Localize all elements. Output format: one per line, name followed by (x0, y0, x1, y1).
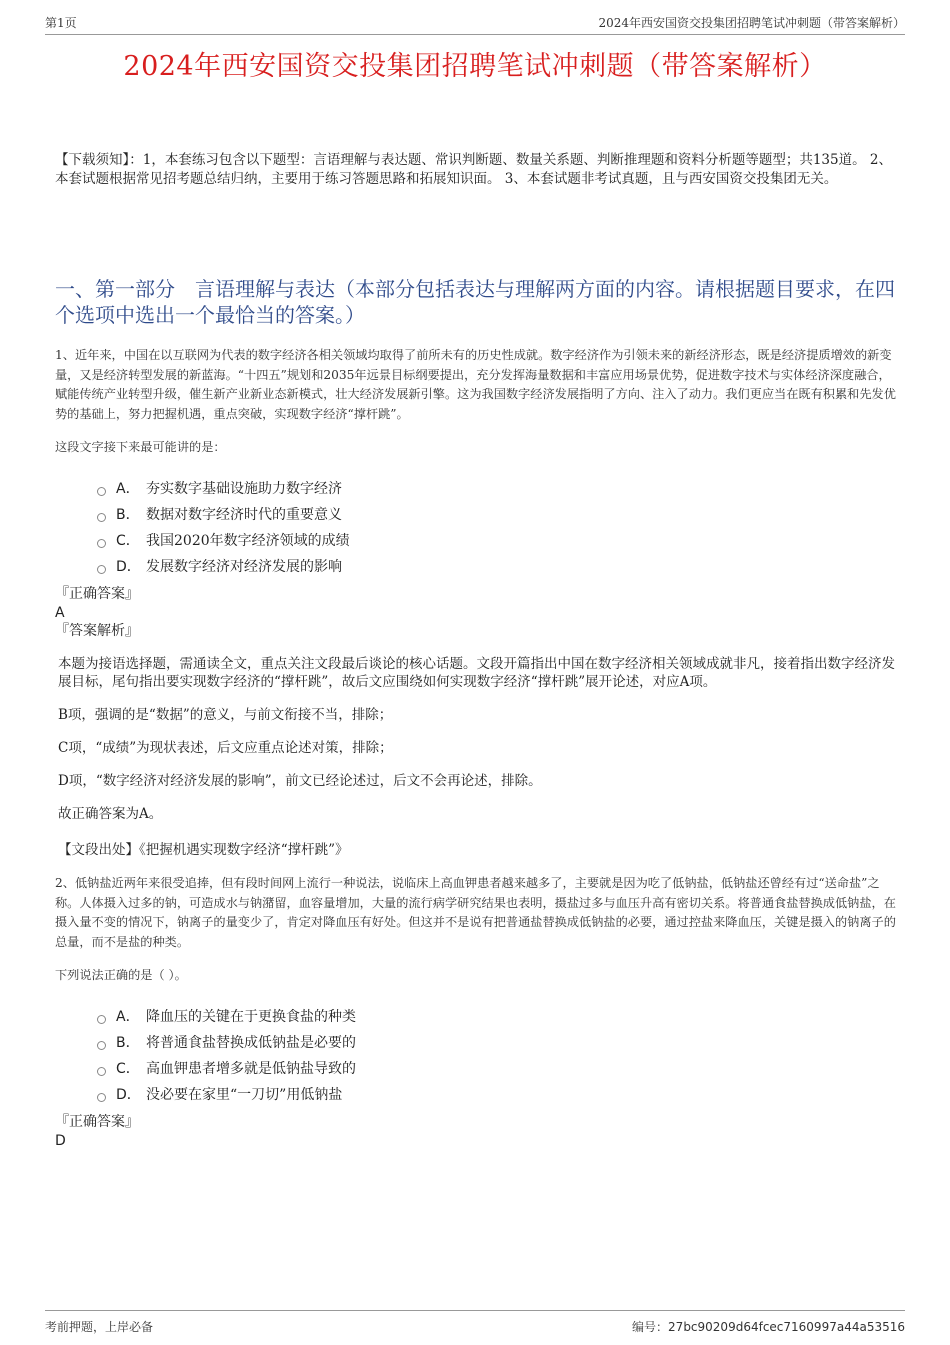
question-1-option-c[interactable] (97, 527, 898, 553)
correct-answer: A (55, 605, 65, 621)
answer-label: 『正确答案』 (55, 1114, 139, 1130)
analysis-paragraph: B项，强调的是“数据”的意义，与前文衔接不当，排除； (58, 707, 393, 723)
question-2-option-d[interactable] (97, 1081, 898, 1107)
option-text: 高血钾患者增多就是低钠盐导致的 (146, 1061, 356, 1077)
option-letter: D． (116, 1087, 141, 1103)
question-1-prompt: 这段文字接下来最可能讲的是： (55, 440, 226, 454)
question-1-option-a[interactable] (97, 475, 898, 501)
analysis-paragraph: C项，“成绩”为现状表述，后文应重点论述对策，排除； (58, 740, 393, 756)
footer-code-label: 编号： (632, 1320, 669, 1334)
radio-icon[interactable] (97, 1015, 106, 1024)
passage-source: 【文段出处】《把握机遇实现数字经济“撑杆跳”》 (58, 842, 349, 858)
option-letter: D． (116, 559, 141, 575)
analysis-label: 『答案解析』 (55, 623, 139, 639)
header-doc-title: 2024年西安国资交投集团招聘笔试冲刺题（带答案解析） (598, 16, 905, 30)
option-text: 降血压的关键在于更换食盐的种类 (146, 1009, 356, 1025)
question-2-options (97, 1003, 898, 1107)
question-2-option-a[interactable] (97, 1003, 898, 1029)
option-text: 没必要在家里“一刀切”用低钠盐 (146, 1087, 343, 1103)
question-2-text: 2、低钠盐近两年来很受追捧，但有段时间网上流行一种说法，说临床上高血钾患者越来越多了，主要就是因为吃了低钠盐，低钠盐还曾经有过“送命盐”之称。人体摄入过多的钠，可造成水与钠潴留，血容量增加，大量的流行病学研究结果也表明，摄盐过多与血压升高有密切关系。将普通食盐替换成低钠盐，在摄入量不变的情况下，钠离子的量变少了，肯定对降血压有好处。但这并不是说有把普通盐替换成低钠盐的必要，通过控盐来降血压，关键是摄入的钠离子的总量，而不是盐的种类。 (55, 876, 896, 949)
radio-icon[interactable] (97, 1041, 106, 1050)
radio-icon[interactable] (97, 1093, 106, 1102)
question-2-prompt: 下列说法正确的是（ ）。 (55, 968, 187, 982)
question-1-option-d[interactable] (97, 553, 898, 579)
download-notice: 【下载须知】：1，本套练习包含以下题型：言语理解与表达题、常识判断题、数量关系题、判断推理题和资料分析题等题型；共135道。 2、本套试题根据常见招考题总结归纳，主要用于练习答题思路和拓展知识面。 3、本套试题非考试真题，且与西安国资交投集团无关。 (55, 152, 892, 187)
radio-icon[interactable] (97, 565, 106, 574)
option-text: 将普通食盐替换成低钠盐是必要的 (146, 1035, 356, 1051)
question-list (55, 346, 898, 1150)
radio-icon[interactable] (97, 513, 106, 522)
footer-code-value: 27bc90209d64fcec7160997a44a53516 (668, 1320, 905, 1334)
question-1 (55, 346, 898, 858)
question-1-option-b[interactable] (97, 501, 898, 527)
radio-icon[interactable] (97, 1067, 106, 1076)
page-footer (45, 1310, 905, 1335)
analysis-paragraph: 故正确答案为A。 (58, 806, 163, 822)
question-1-options (97, 475, 898, 579)
option-letter: C． (116, 533, 140, 549)
section-heading: 一、第一部分 言语理解与表达（本部分包括表达与理解两方面的内容。请根据题目要求，在四个选项中选出一个最恰当的答案。） (55, 277, 895, 327)
analysis-paragraph: 本题为接语选择题，需通读全文，重点关注文段最后谈论的核心话题。文段开篇指出中国在数字经济相关领域成就非凡，接着指出数字经济发展目标，尾句指出要实现数字经济的“撑杆跳”，故后文应围绕如何实现数字经济“撑杆跳”展开论述，对应A项。 (58, 656, 895, 690)
question-1-text: 1、近年来，中国在以互联网为代表的数字经济各相关领域均取得了前所未有的历史性成就。数字经济作为引领未来的新经济形态，既是经济提质增效的新变量，又是经济转型发展的新蓝海。“十四五”规划和2035年远景目标纲要提出，充分发挥海量数据和丰富应用场景优势，促进数字技术与实体经济深度融合，赋能传统产业转型升级，催生新产业新业态新模式，壮大经济发展新引擎。这为我国数字经济发展指明了方向、注入了动力。我们更应当在既有积累和先发优势的基础上，努力把握机遇，重点突破，实现数字经济“撑杆跳”。 (55, 348, 896, 421)
correct-answer: D (55, 1133, 66, 1149)
option-letter: C． (116, 1061, 140, 1077)
option-letter: A． (116, 1009, 140, 1025)
option-text: 夯实数字基础设施助力数字经济 (146, 481, 342, 497)
question-2 (55, 874, 898, 1150)
option-letter: B． (116, 507, 140, 523)
option-text: 我国2020年数字经济领域的成绩 (146, 533, 350, 549)
document-title: 2024年西安国资交投集团招聘笔试冲刺题（带答案解析） (123, 51, 827, 82)
radio-icon[interactable] (97, 539, 106, 548)
analysis-paragraph: D项，“数字经济对经济发展的影响”，前文已经论述过，后文不会再论述，排除。 (58, 773, 542, 789)
page-header (45, 14, 905, 35)
option-text: 发展数字经济对经济发展的影响 (146, 559, 342, 575)
option-text: 数据对数字经济时代的重要意义 (146, 507, 342, 523)
answer-label: 『正确答案』 (55, 586, 139, 602)
radio-icon[interactable] (97, 487, 106, 496)
page-number: 第1页 (45, 16, 77, 30)
option-letter: B． (116, 1035, 140, 1051)
footer-code (632, 1318, 905, 1335)
footer-slogan: 考前押题，上岸必备 (45, 1320, 154, 1334)
question-2-option-c[interactable] (97, 1055, 898, 1081)
answer-analysis (58, 655, 898, 823)
question-2-option-b[interactable] (97, 1029, 898, 1055)
option-letter: A． (116, 481, 140, 497)
